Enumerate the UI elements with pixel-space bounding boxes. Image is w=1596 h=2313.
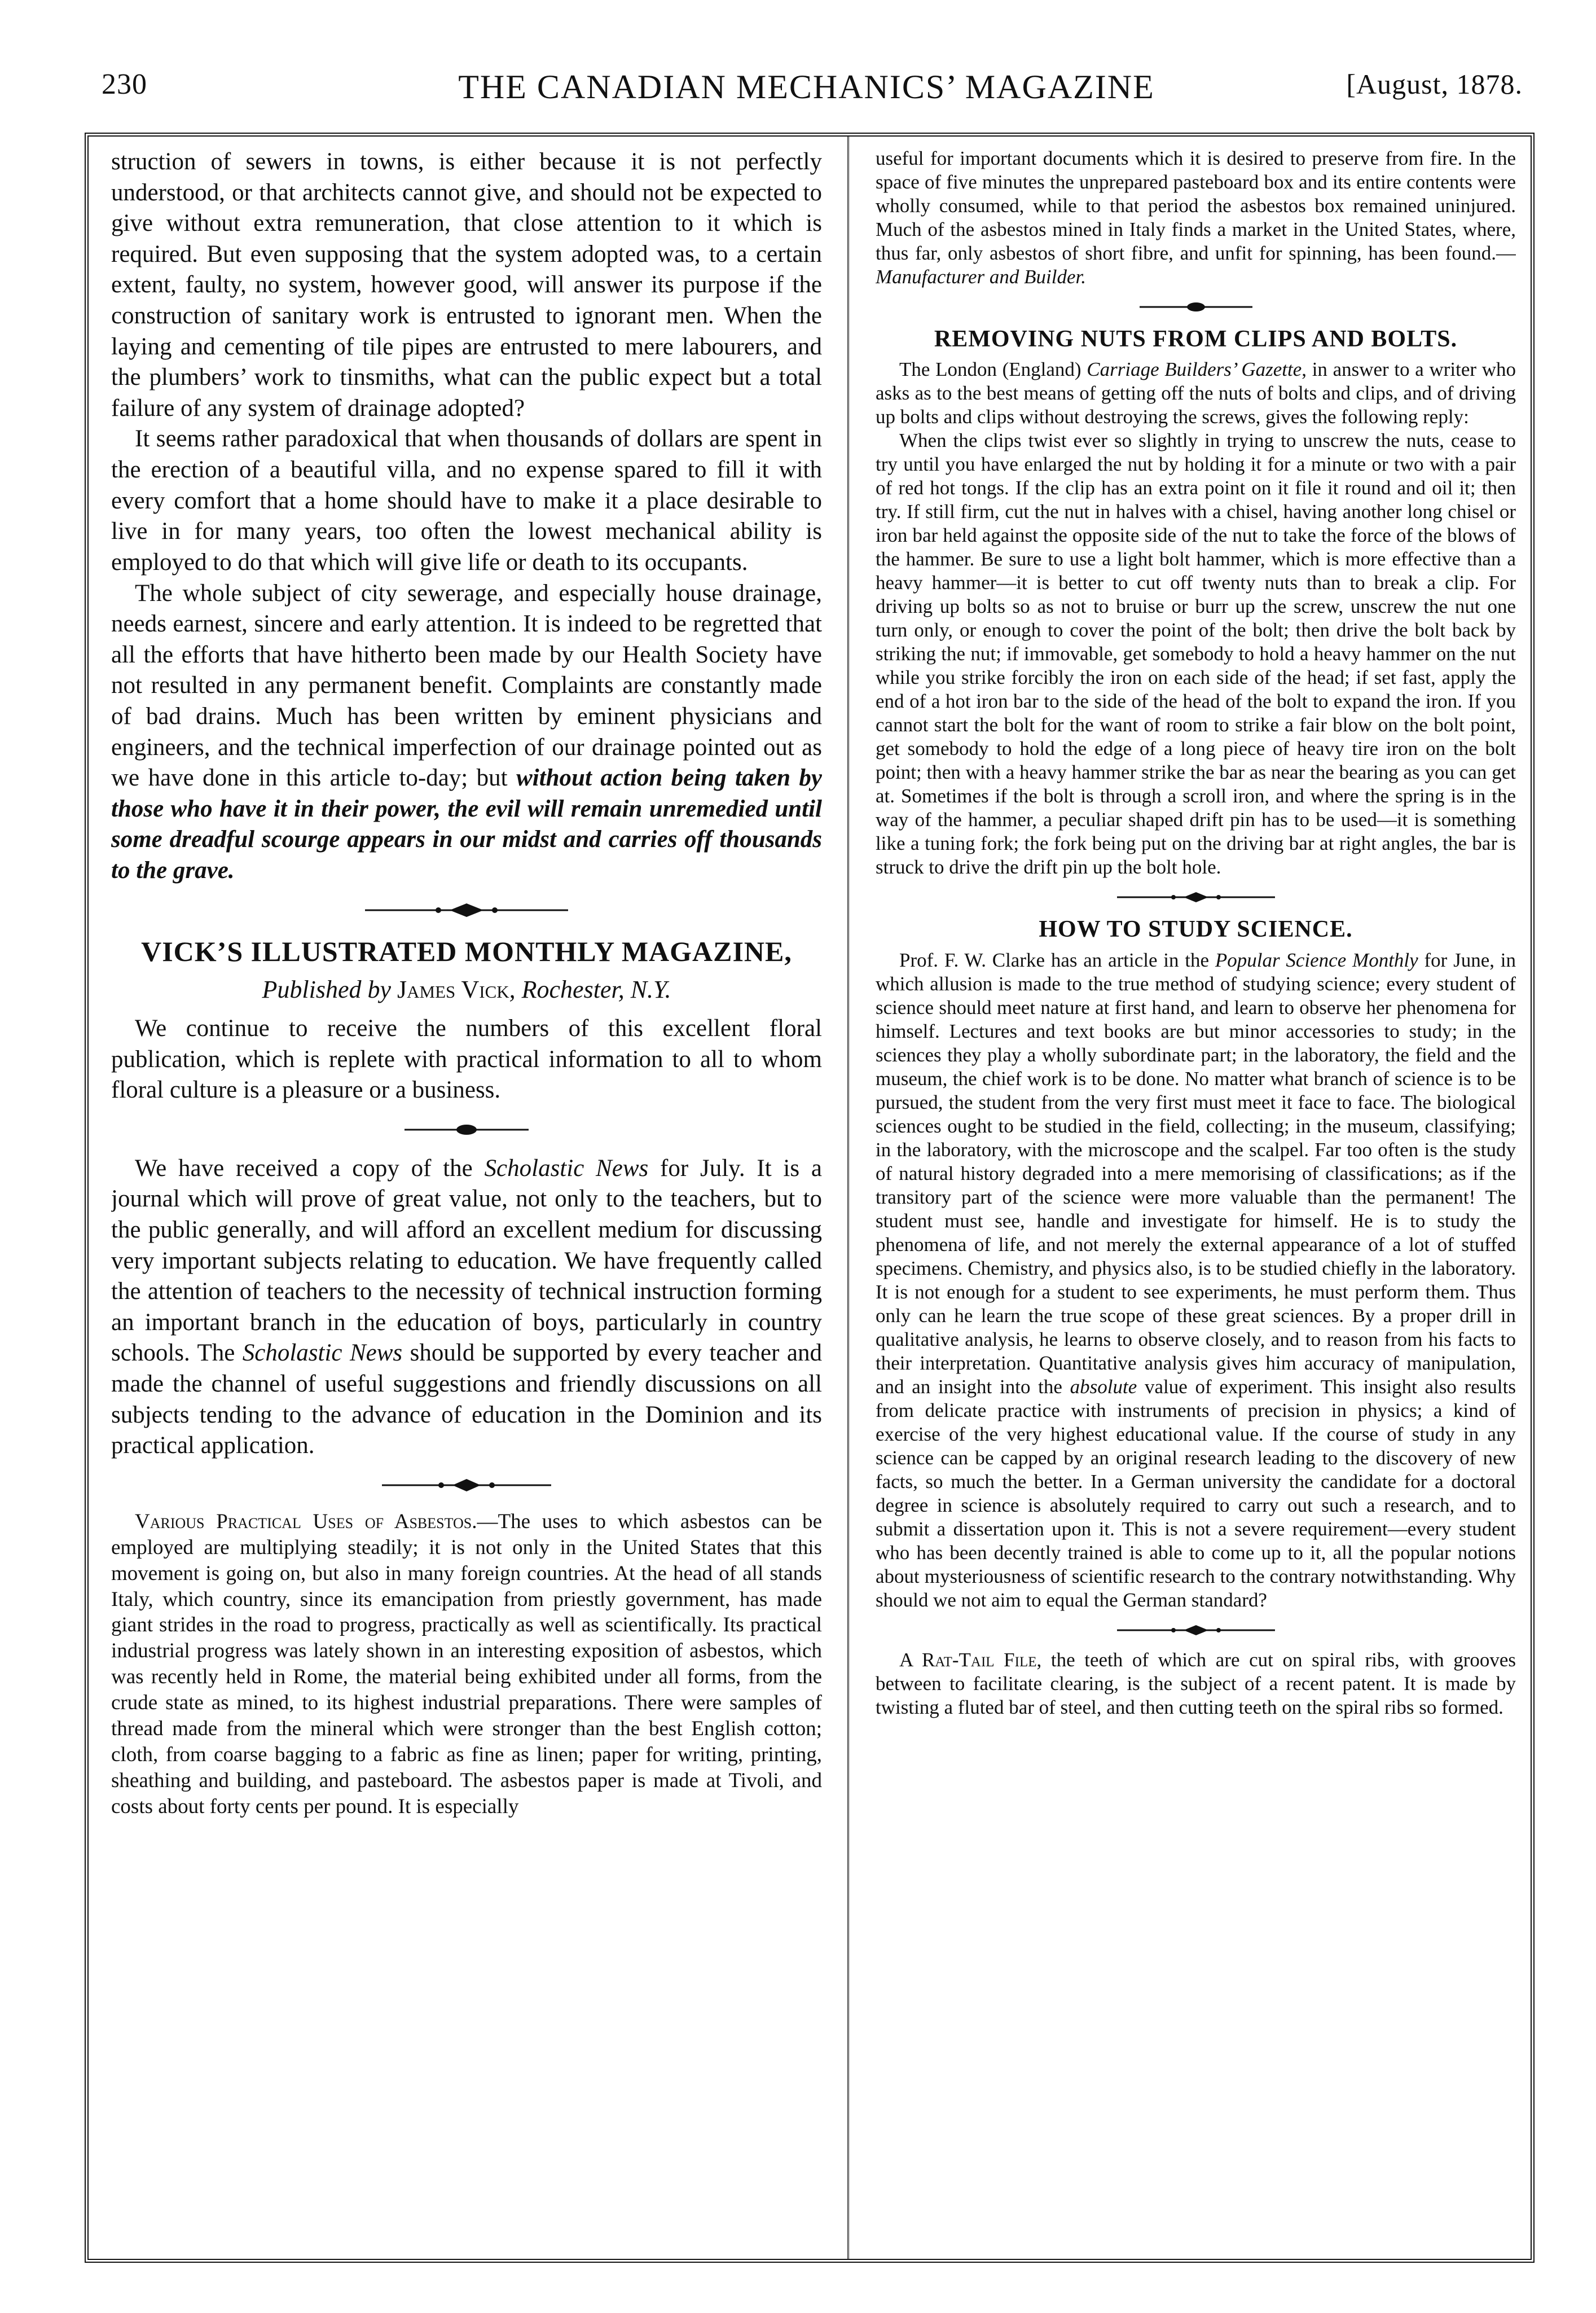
science-text-1: Prof. F. W. Clarke has an article in the xyxy=(899,949,1215,971)
section-ornament xyxy=(111,1114,822,1145)
vick-byline-place: , Rochester, N.Y. xyxy=(509,976,671,1004)
page-frame xyxy=(85,133,1535,2263)
right-column xyxy=(876,147,1516,2248)
scholastic-text-1: We have received a copy of the xyxy=(135,1155,485,1182)
science-text-2: for June, in which allusion is made to the true method of studying science; every student of science should meet nature at first hand, and learn to observe her phenomena for himself. Lectures and text books are but minor accessories to study; in the sciences they play a wholly subordinate part; in the laboratory, the field and the museum, the chief work is to be done. No matter what branch of science is to be pursued, the student from the very first must meet it face to face. The biological sciences ought to be studied in the field, collecting; in the museum, classifying; in the laboratory, with the microscope and the scalpel. Far too often is the study of natural history degraded into a mere memorising of classifications; as if the transitory part of the science were more valuable than the permanent! The student must see, handle and investigate for himself. He is to study the phenomena of life, and not merely the external appearance of a lot of stuffed specimens. Chemistry, and physics also, is to be studied chiefly in the laboratory. It is not enough for a student to see experiments, he must perform them. Thus only can he learn the true scope of these great sciences. By a proper drill in qualitative analysis, he learns to observe closely, and to reason from his facts to their interpretation. Quantitative analysis gives him accuracy of manipulation, and an insight into the xyxy=(876,949,1516,1398)
science-body xyxy=(876,949,1516,1612)
sewers-paragraph-3 xyxy=(111,578,822,886)
section-ornament xyxy=(876,1618,1516,1643)
left-column xyxy=(111,147,822,2248)
rat-tail-file-paragraph xyxy=(876,1648,1516,1719)
sewers-paragraph-3-emphasis: without action being taken by those who have it in their power, the evil will remain unremedied until some dreadful scourge appears in our midst and carries off thousands to the grave. xyxy=(111,765,822,884)
rule-ornament-icon xyxy=(1117,890,1275,904)
science-source: Popular Science Monthly xyxy=(1215,949,1418,971)
section-ornament xyxy=(876,885,1516,910)
nuts-heading: REMOVING NUTS FROM CLIPS AND BOLTS. xyxy=(934,326,1458,352)
asbestos-paragraph xyxy=(111,1509,822,1820)
sewers-paragraph-1: struction of sewers in towns, is either because it is not perfectly understood, or that architects cannot give, and should not be expected to give without extra remuneration, that close attention to it which is required. But even supposing that the system adopted was, to a certain extent, faulty, no system, however good, will answer its purpose if the construction of sanitary work is entrusted to ignorant men. When the laying and cementing of tile pipes are entrusted to mere labourers, and the plumbers’ work to tinsmiths, what can the public expect but a total failure of any system of drainage adopted? xyxy=(111,148,822,422)
page-number: 230 xyxy=(102,68,147,100)
nuts-intro xyxy=(876,358,1516,429)
column-divider xyxy=(847,137,849,2259)
asbestos-continuation-text: useful for important documents which it is desired to preserve from fire. In the space of five minutes the unprepared pasteboard box and its entire contents were wholly consumed, while to that period the asbestos box remained uninjured. Much of the asbestos mined in Italy finds a market in the United States, where, thus far, only asbestos of short fibre, and unfit for spinning, has been found.— xyxy=(876,147,1516,264)
vick-heading: VICK’S ILLUSTRATED MONTHLY MAGAZINE, xyxy=(141,935,792,967)
science-text-3: value of experiment. This insight also results from delicate practice with instruments of precision in physics; a kind of exercise of the very highest educational value. If the course of study in any science can be capped by an original research leading to the discovery of new facts, so much the better. In a German university the candidate for a doctoral degree in science is absolutely required to carry out such a research, and to submit a dissertation upon it. This is not a severe requirement—every student who has been decently trained is able to come up to it, all the popular notions about mysteriousness of scientific research to the contrary notwithstanding. Why should we not aim to equal the German standard? xyxy=(876,1375,1516,1611)
asbestos-body: —The uses to which asbestos can be employed are multiplying steadily; it is not only in the United States that this movement is going on, but also in many foreign countries. At the head of all stands Italy, which country, since its emancipation from priestly government, has made giant strides in the road to progress, practically as well as scientifically. Its practical industrial progress was lately shown in an interesting exposition of asbestos, which was recently held in Rome, the material being exhibited under all forms, from the crude state as mined, to its highest industrial preparations. There were samples of thread made from the mineral which were stronger than the best English cotton; cloth, from coarse bagging to a fabric as fine as linen; paper for writing, printing, sheathing and building, and pasteboard. The asbestos paper is made at Tivoli, and costs about forty cents per pound. It is especially xyxy=(111,1509,822,1818)
scholastic-title: Scholastic News xyxy=(484,1155,649,1182)
rat-tail-file-body: , the teeth of which are cut on spiral ribs, with grooves between to facilitate clearing, is the subject of a recent patent. It is made by twisting a fluted bar of steel, and then cutting teeth on the spiral ribs so formed. xyxy=(876,1648,1516,1718)
asbestos-source: Manufacturer and Builder. xyxy=(876,266,1086,288)
nuts-intro-text-1: The London (England) xyxy=(899,358,1087,381)
vick-body: We continue to receive the numbers of this excellent floral publication, which is replete with practical information to all to whom floral culture is a pleasure or a business. xyxy=(111,1015,822,1104)
vick-byline-name: James Vick xyxy=(397,976,509,1004)
rule-ornament-icon xyxy=(365,902,568,919)
issue-date: [August, 1878. xyxy=(1346,68,1523,100)
magazine-title: THE CANADIAN MECHANICS’ MAGAZINE xyxy=(458,68,1155,106)
asbestos-title: Various Practical Uses of Asbestos. xyxy=(135,1509,477,1533)
nuts-source: Carriage Builders’ Gazette xyxy=(1087,358,1302,381)
page-header xyxy=(79,68,1534,118)
sewers-paragraph-3-text: The whole subject of city sewerage, and especially house drainage, needs earnest, sincere and early attention. It is indeed to be regretted that all the efforts that have hitherto been made by our Health Society have not resulted in any permanent benefit. Complaints are constantly made of bad drains. Much has been written by eminent physicians and engineers, and the technical imperfection of our drainage pointed out as we have done in this article to-day; but xyxy=(111,580,822,792)
scholastic-news-paragraph xyxy=(111,1153,822,1461)
scholastic-text-3: should be supported by every teacher and made the channel of useful suggestions and friendly discussions on all subjects tending to the advance of education in the Dominion and its practical application. xyxy=(111,1340,822,1459)
science-absolute: absolute xyxy=(1070,1375,1137,1398)
nuts-intro-text-2: , in answer to a writer who asks as to the best means of getting off the nuts of bolts and clips, and of driving up bolts and clips without destroying the screws, gives the following reply: xyxy=(876,358,1516,428)
section-ornament xyxy=(876,295,1516,319)
asbestos-continuation xyxy=(876,147,1516,289)
section-ornament xyxy=(111,894,822,926)
vick-byline-prefix: Published by xyxy=(262,976,398,1004)
science-heading: HOW TO STUDY SCIENCE. xyxy=(1039,916,1353,943)
rule-ornament-icon xyxy=(1117,1623,1275,1637)
vick-byline xyxy=(111,974,822,1006)
rat-tail-file-title: A Rat-Tail File xyxy=(899,1648,1037,1671)
rule-ornament-icon xyxy=(1140,300,1252,314)
section-ornament xyxy=(111,1469,822,1501)
scholastic-title-2: Scholastic News xyxy=(242,1340,403,1367)
sewers-paragraph-2: It seems rather paradoxical that when thousands of dollars are spent in the erection of a beautiful villa, and no expense spared to fill it with every comfort that a home should have to make it a place desirable to live in for many years, too often the lowest mechanical ability is employed to do that which will give life or death to its occupants. xyxy=(111,425,822,576)
rule-ornament-icon xyxy=(405,1121,529,1138)
scholastic-text-2: for July. It is a journal which will prove of great value, not only to the teachers, but to the public generally, and will afford an excellent medium for discussing very important subjects relating to education. We have frequently called the attention of teachers to the necessity of technical instruction forming an important branch in the education of boys, particularly in country schools. The xyxy=(111,1155,822,1367)
rule-ornament-icon xyxy=(382,1477,551,1494)
nuts-body: When the clips twist ever so slightly in trying to unscrew the nuts, cease to try until you have enlarged the nut by holding it for a minute or two with a pair of red hot tongs. If the clip has an extra point on it file it round and oil it; then try. If still firm, cut the nut in halves with a chisel, having another long chisel or iron bar held against the opposite side of the nut to take the force of the blows of the hammer. Be sure to use a light bolt hammer, which is more effective than a heavy hammer—it is better to cut off twenty nuts than to break a clip. For driving up bolts so as not to bruise or burr up the screw, unscrew the nut one turn only, or enough to cover the point of the bolt; then drive the bolt back by striking the nut; if immovable, get somebody to hold a heavy hammer on the nut while you strike forcibly the iron on each side of the head; if set fast, apply the end of a hot iron bar to the side of the head of the bolt to expand the iron. If you cannot start the bolt for the want of room to strike a fair blow on the bolt point, get somebody to hold the edge of a long piece of heavy tire iron on the bolt point; then with a heavy hammer strike the bar as near the bearing as you can get at. Sometimes if the bolt is through a scroll iron, and where the spring is in the way of the hammer, a peculiar shaped drift pin has to be used—it is something like a tuning fork; the fork being put on the driving bar at right angles, the bar is struck to drive the drift pin up the bolt hole. xyxy=(876,429,1516,879)
